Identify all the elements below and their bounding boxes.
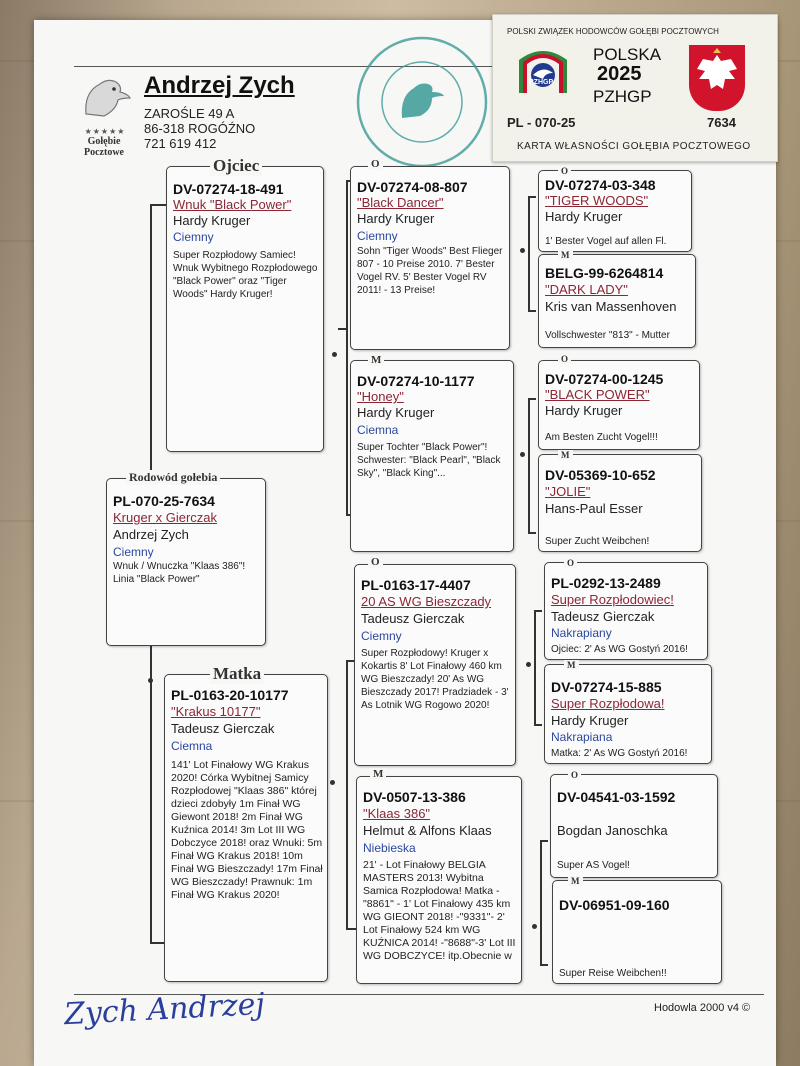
mother-breeder: Tadeusz Gierczak xyxy=(171,721,275,736)
mf-description: Super Rozpłodowy! Kruger x Kokartis 8' Lot Finałowy 460 km WG Bieszczady! 20' As WG Bieszczady 2017! Pradziadek - 3' As Lotnik WG Rogowo 2020! xyxy=(361,648,509,711)
connector xyxy=(528,196,536,198)
mmm-description: Super Reise Weibchen!! xyxy=(559,968,667,979)
mother-card xyxy=(164,674,328,982)
mother-description: 141' Lot Finałowy WG Krakus 2020! Córka Wybitnej Samicy Rozpłodowej "Klaas 386" której dzieci zdobyły 1m Finał WG Giewont 2018! 2m Finał WG Kuźnica 2014! 3m Lot III WG Dobczyce 2018! oraz Wnuki: 5m Finał WG Krakus 2018! 10m Finał WG Bieszczady! 17m Finał WG Bieszczady! Prawnuk: 1m Finał WG Krakus 2020! xyxy=(171,759,323,901)
connector-dot xyxy=(332,352,337,357)
mff-color: Nakrapiany xyxy=(551,626,612,640)
mfm-breeder: Hardy Kruger xyxy=(551,713,629,728)
connector xyxy=(346,180,348,514)
ffm-card xyxy=(538,254,696,348)
father-name: Wnuk "Black Power" xyxy=(173,197,292,212)
mfm-label: M xyxy=(564,660,579,670)
logo-stars: ★★★★★ xyxy=(84,127,126,136)
mff-name: Super Rozpłodowiec! xyxy=(551,592,674,607)
mfm-color: Nakrapiana xyxy=(551,730,613,744)
connector-dot xyxy=(532,924,537,929)
fmf-breeder: Hardy Kruger xyxy=(545,403,623,418)
connector xyxy=(528,398,536,400)
pzhgp-logo-text: PZHGP xyxy=(529,79,554,86)
card-number: 7634 xyxy=(707,115,736,130)
connector xyxy=(346,928,356,930)
connector xyxy=(338,328,346,330)
fm-ring: DV-07274-10-1177 xyxy=(357,373,475,389)
mff-label: O xyxy=(564,558,577,568)
mmm-card xyxy=(552,880,722,984)
fff-breeder: Hardy Kruger xyxy=(545,209,623,224)
breeder-stamp xyxy=(354,34,490,170)
father-description: Super Rozpłodowy Samiec! Wnuk Wybitnego Rozpłodowego "Black Power" oraz "Tiger Woods" Hardy Kruger! xyxy=(173,250,318,300)
ffm-label: M xyxy=(558,250,573,260)
mm-description: 21' - Lot Finałowy BELGIA MASTERS 2013! Wybitna Samica Rozpłodowa! Matka - "8861" - 1' Lot Finałowy 435 km WG GIEONT 2018! -"9331"- 2' Lot Finałowy 524 km WG KUŹNICA 2014! -"8688"-3' Lot III WG DOBCZYCE! itp.Obecnie w xyxy=(363,859,516,962)
fm-color: Ciemna xyxy=(357,423,399,437)
mff-card xyxy=(544,562,708,660)
ff-name: "Black Dancer" xyxy=(357,195,444,210)
connector xyxy=(150,942,164,944)
mm-ring: DV-0507-13-386 xyxy=(363,789,466,805)
ff-breeder: Hardy Kruger xyxy=(357,211,435,226)
fmm-ring: DV-05369-10-652 xyxy=(545,467,656,483)
mfm-ring: DV-07274-15-885 xyxy=(551,679,662,695)
pigeon-logo-icon xyxy=(74,72,136,122)
address-line-2: 86-318 ROGÓŹNO xyxy=(144,121,256,136)
fff-description: 1' Bester Vogel auf allen Fl. xyxy=(545,236,667,247)
mmf-description: Super AS Vogel! xyxy=(557,860,630,871)
fmm-name: "JOLIE" xyxy=(545,484,591,499)
fm-breeder: Hardy Kruger xyxy=(357,405,435,420)
mf-card xyxy=(354,564,516,766)
mmf-label: O xyxy=(568,770,581,780)
mmm-label: M xyxy=(568,876,583,886)
mf-color: Ciemny xyxy=(361,629,402,643)
pedigree-label: Rodowód gołebia xyxy=(126,470,220,485)
fff-label: O xyxy=(558,166,571,176)
connector-dot xyxy=(520,452,525,457)
stamp-seal-icon xyxy=(354,34,490,170)
fff-name: "TIGER WOODS" xyxy=(545,193,649,208)
connector xyxy=(534,610,542,612)
mmf-card xyxy=(550,774,718,878)
mfm-card xyxy=(544,664,712,764)
pedigree-sheet xyxy=(34,20,776,1066)
fmf-card xyxy=(538,360,700,450)
mf-breeder: Tadeusz Gierczak xyxy=(361,611,465,626)
mmf-breeder: Bogdan Janoschka xyxy=(557,823,668,838)
mff-breeder: Tadeusz Gierczak xyxy=(551,609,655,624)
connector-dot xyxy=(330,780,335,785)
mmm-ring: DV-06951-09-160 xyxy=(559,897,670,913)
fm-description: Super Tochter "Black Power"! Schwester: "Black Pearl", "Black Sky", "Black King"... xyxy=(357,442,501,479)
card-country: POLSKA xyxy=(593,45,662,64)
mm-breeder: Helmut & Alfons Klaas xyxy=(363,823,492,838)
eagle-icon xyxy=(689,45,745,107)
fff-ring: DV-07274-03-348 xyxy=(545,177,656,193)
mf-label: O xyxy=(368,556,383,568)
father-label: Ojciec xyxy=(210,156,262,176)
mother-label: Matka xyxy=(210,664,264,684)
fm-card xyxy=(350,360,514,552)
card-ring: PL - 070-25 xyxy=(507,115,576,130)
pzhgp-emblem-icon xyxy=(515,43,571,99)
connector xyxy=(150,204,166,206)
connector-dot xyxy=(148,678,153,683)
ffm-name: "DARK LADY" xyxy=(545,282,628,297)
fm-name: "Honey" xyxy=(357,389,404,404)
fmm-card xyxy=(538,454,702,552)
mother-name: "Krakus 10177" xyxy=(171,704,261,719)
ff-label: O xyxy=(368,158,383,170)
mm-label: M xyxy=(370,768,386,780)
mmf-ring: DV-04541-03-1592 xyxy=(557,789,676,805)
father-ring: DV-07274-18-491 xyxy=(173,181,284,197)
connector-dot xyxy=(526,662,531,667)
father-card xyxy=(166,166,324,452)
connector xyxy=(528,398,530,532)
connector xyxy=(528,310,536,312)
mm-card xyxy=(356,776,522,984)
ffm-ring: BELG-99-6264814 xyxy=(545,265,664,281)
fmm-label: M xyxy=(558,450,573,460)
card-footer: KARTA WŁASNOŚCI GOŁĘBIA POCZTOWEGO xyxy=(517,141,751,152)
mother-ring: PL-0163-20-10177 xyxy=(171,687,289,703)
subject-description: Wnuk / Wnuczka "Klaas 386"! Linia "Black Power" xyxy=(113,561,246,585)
father-color: Ciemny xyxy=(173,230,214,244)
fmm-breeder: Hans-Paul Esser xyxy=(545,501,643,516)
logo-caption: Gołębie Pocztowe xyxy=(84,136,124,158)
fff-card xyxy=(538,170,692,252)
subject-breeder: Andrzej Zych xyxy=(113,527,189,542)
mfm-description: Matka: 2' As WG Gostyń 2016! xyxy=(551,748,688,759)
logo xyxy=(74,72,136,158)
fmm-description: Super Zucht Weibchen! xyxy=(545,536,650,547)
mm-name: "Klaas 386" xyxy=(363,806,431,821)
ff-color: Ciemny xyxy=(357,229,398,243)
ffm-breeder: Kris van Massenhoven xyxy=(545,299,677,314)
card-title: POLSKI ZWIĄZEK HODOWCÓW GOŁĘBI POCZTOWYCH xyxy=(507,27,719,36)
polish-eagle-emblem xyxy=(689,45,745,111)
card-year: 2025 xyxy=(597,63,642,85)
fmf-label: O xyxy=(558,354,571,364)
mff-ring: PL-0292-13-2489 xyxy=(551,575,661,591)
connector xyxy=(540,964,548,966)
ownership-card xyxy=(492,14,778,162)
connector-dot xyxy=(520,248,525,253)
mf-ring: PL-0163-17-4407 xyxy=(361,577,471,593)
signature: Zych Andrzej xyxy=(63,986,266,1033)
software-credit: Hodowla 2000 v4 © xyxy=(654,1002,751,1014)
ffm-description: Vollschwester "813" - Mutter xyxy=(545,330,670,341)
mf-name: 20 AS WG Bieszczady xyxy=(361,594,492,609)
owner-name: Andrzej Zych xyxy=(144,72,295,99)
connector xyxy=(528,532,536,534)
connector xyxy=(534,610,536,724)
subject-card xyxy=(106,478,266,646)
mff-description: Ojciec: 2' As WG Gostyń 2016! xyxy=(551,644,688,655)
fmf-description: Am Besten Zucht Vogel!!! xyxy=(545,432,658,443)
connector xyxy=(346,660,348,928)
fm-label: M xyxy=(368,354,384,366)
connector xyxy=(540,840,542,964)
connector xyxy=(540,840,548,842)
ff-description: Sohn "Tiger Woods" Best Flieger 807 - 10 Preise 2010. 7' Bester Vogel RV. 5' Bester Vogel RV 2011! - 13 Preise! xyxy=(357,246,503,296)
address-line-1: ZAROŚLE 49 A xyxy=(144,106,235,121)
card-org: PZHGP xyxy=(593,87,652,106)
subject-color: Ciemny xyxy=(113,545,154,559)
fmf-name: "BLACK POWER" xyxy=(545,387,650,402)
mother-color: Ciemna xyxy=(171,739,213,753)
connector xyxy=(528,196,530,310)
subject-name: Kruger x Gierczak xyxy=(113,510,218,525)
subject-ring: PL-070-25-7634 xyxy=(113,493,215,509)
ff-card xyxy=(350,166,510,350)
owner-phone: 721 619 412 xyxy=(144,136,217,151)
connector xyxy=(534,724,542,726)
mm-color: Niebieska xyxy=(363,841,416,855)
fmf-ring: DV-07274-00-1245 xyxy=(545,371,664,387)
pzhgp-logo xyxy=(515,43,571,99)
mfm-name: Super Rozpłodowa! xyxy=(551,696,665,711)
ff-ring: DV-07274-08-807 xyxy=(357,179,468,195)
father-breeder: Hardy Kruger xyxy=(173,213,251,228)
